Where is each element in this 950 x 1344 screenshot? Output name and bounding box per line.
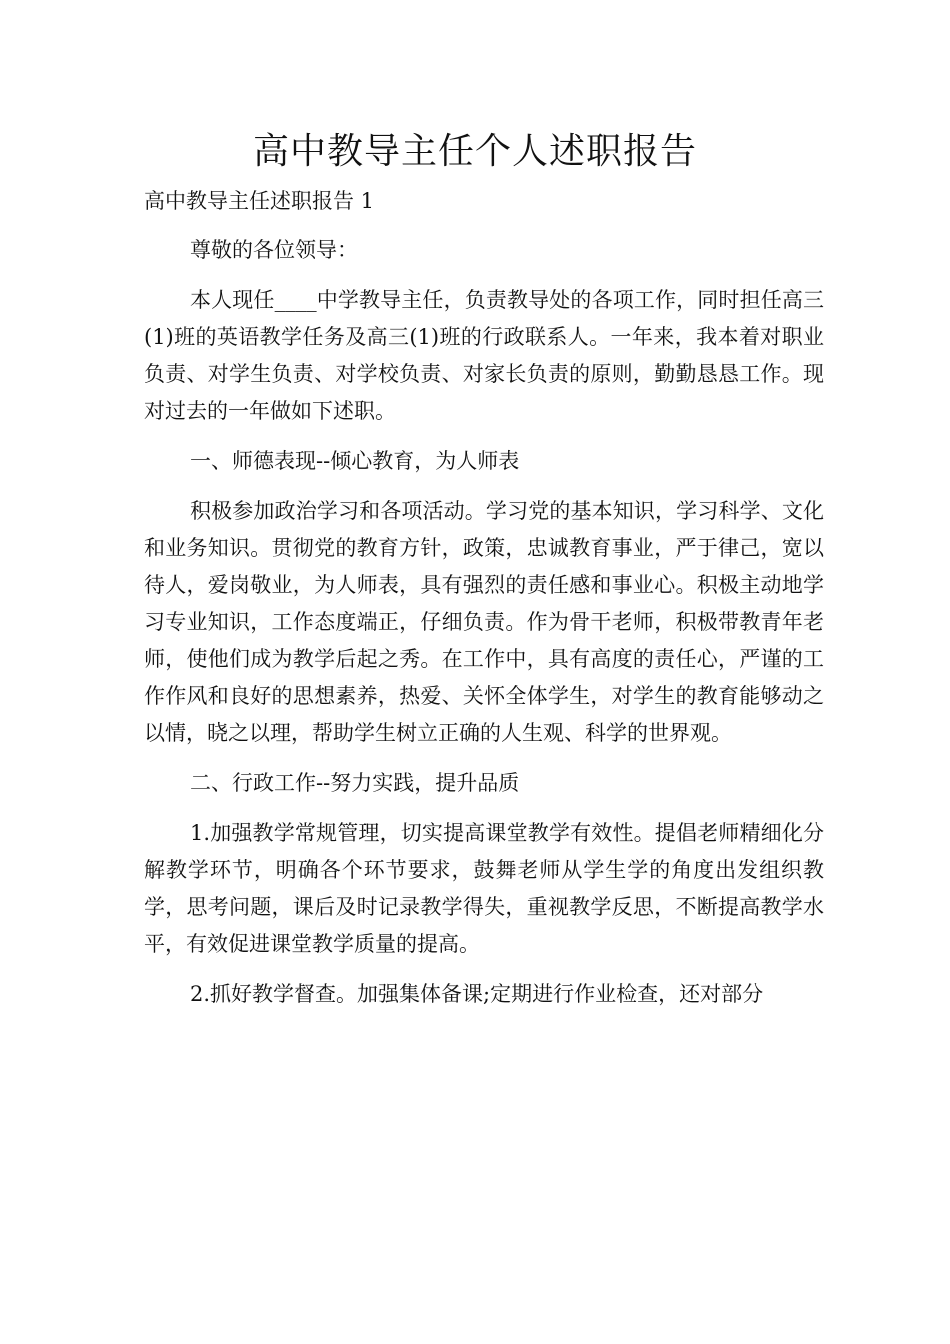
admin-point-1: 1.加强教学常规管理，切实提高课堂教学有效性。提倡老师精细化分解教学环节，明确各个环节要求，鼓舞老师从学生学的角度出发组织教学，思考问题，课后及时记录教学得失，重视教学反思，不断提高教学水平，有效促进课堂教学质量的提高。 <box>144 821 824 956</box>
ethics-paragraph: 积极参加政治学习和各项活动。学习党的基本知识，学习科学、文化和业务知识。贯彻党的教育方针，政策，忠诚教育事业，严于律己，宽以待人，爱岗敬业，为人师表，具有强烈的责任感和事业心。积极主动地学习专业知识，工作态度端正，仔细负责。作为骨干老师，积极带教青年老师，使他们成为教学后起之秀。在工作中，具有高度的责任心，严谨的工作作风和良好的思想素养，热爱、关怀全体学生，对学生的教育能够动之以情，晓之以理，帮助学生树立正确的人生观、科学的世界观。 <box>144 499 824 745</box>
intro-paragraph: 本人现任____中学教导主任，负责教导处的各项工作，同时担任高三(1)班的英语教学任务及高三(1)班的行政联系人。一年来，我本着对职业负责、对学生负责、对学校负责、对家长负责的原则，勤勤恳恳工作。现对过去的一年做如下述职。 <box>144 288 824 423</box>
section-heading-ethics: 一、师德表现--倾心教育，为人师表 <box>190 449 520 473</box>
salutation: 尊敬的各位领导： <box>190 238 358 262</box>
admin-point-2: 2.抓好教学督查。加强集体备课;定期进行作业检查，还对部分 <box>190 982 764 1006</box>
document-title: 高中教导主任个人述职报告 <box>252 131 697 172</box>
document-body <box>144 232 824 1026</box>
section-heading-admin: 二、行政工作--努力实践，提升品质 <box>190 771 520 795</box>
report-subtitle: 高中教导主任述职报告 1 <box>144 189 375 213</box>
